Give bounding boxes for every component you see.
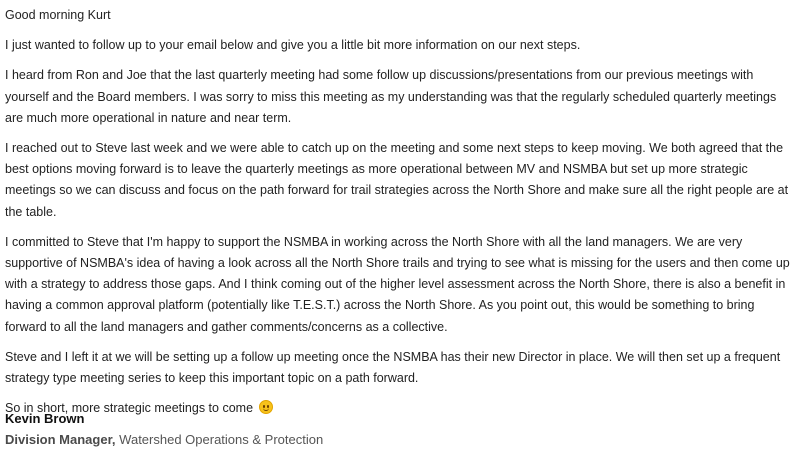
paragraph-2: I heard from Ron and Joe that the last quarterly meeting had some follow up discussions/presentations from our previous meetings with yourself and the Board members. I was sorry to miss this meeting as my understanding was that the regularly scheduled quarterly meetings are much more operational in nature and near term. — [5, 68, 777, 125]
closing-text: So in short, more strategic meetings to come — [5, 401, 254, 416]
paragraph-4: I committed to Steve that I'm happy to support the NSMBA in working across the North Shore with all the land managers. We are very supportive of NSMBA's idea of having a look across all the North Shore trails and trying to see what is missing for the users and then come up with a strategy to address those gaps. And I think coming out of the higher level assessment across the North Shore, there is also a benefit in having a common approval platform (potentially like T.E.S.T.) across the North Shore. As you point out, this would be something to bring forward to all the land managers and gather comments/concerns as a collective. — [5, 234, 790, 334]
paragraph-3: I reached out to Steve last week and we were able to catch up on the meeting and some next steps to keep moving. We both agreed that the best options moving forward is to leave the quarterly meetings as more operational between MV and NSMBA but set up more strategic meetings so we can discuss and focus on the path forward for trail strategies across the North Shore and make sure all the right people are at the table. — [5, 141, 789, 219]
signature-title-line — [5, 429, 323, 450]
signature-department: Watershed Operations & Protection — [119, 432, 324, 447]
signature-name: Kevin Brown — [5, 411, 85, 426]
paragraph-1: I just wanted to follow up to your email below and give you a little bit more information on our next steps. — [5, 38, 581, 53]
signature-title: Division Manager, — [5, 432, 116, 447]
email-body — [5, 5, 797, 419]
paragraph-5: Steve and I left it at we will be setting up a follow up meeting once the NSMBA has their new Director in place. We will then set up a frequent strategy type meeting series to keep this important topic on a path forward. — [5, 349, 781, 386]
email-signature — [5, 408, 323, 450]
greeting: Good morning Kurt — [5, 8, 111, 22]
